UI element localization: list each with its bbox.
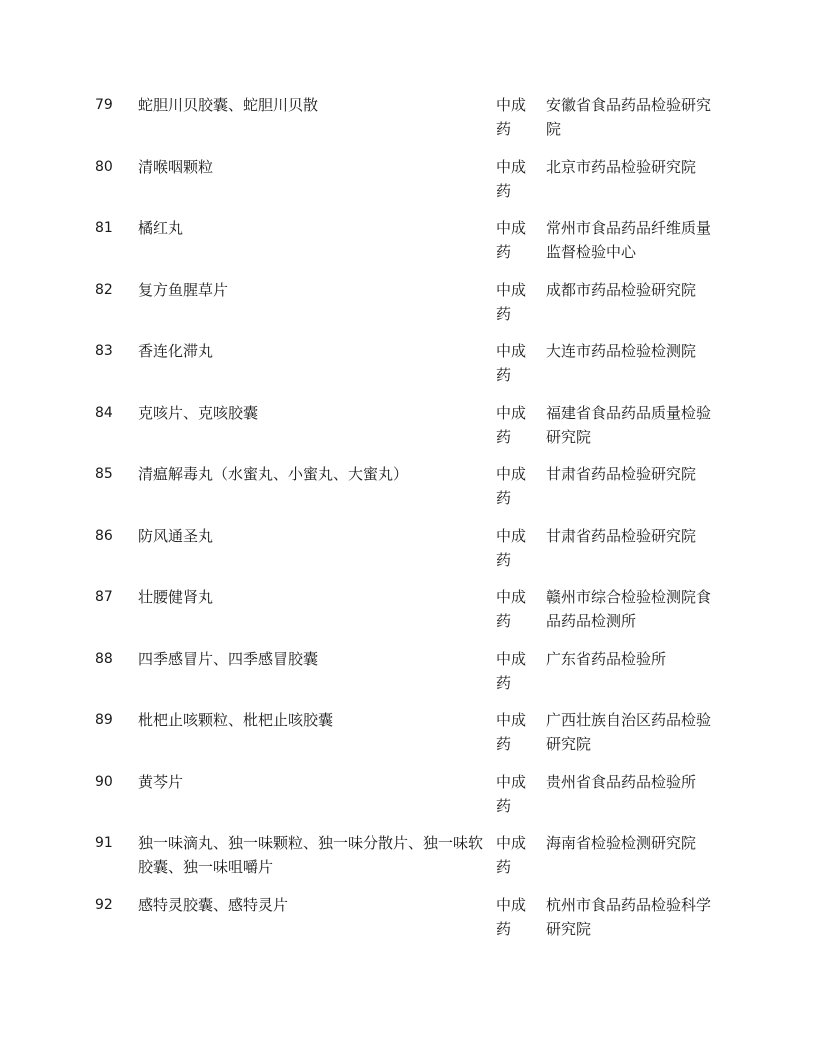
inspection-institute: 北京市药品检验研究院 [546,157,697,176]
drug-type: 中成药 [496,280,527,323]
row-number: 86 [95,527,113,544]
inspection-institute: 甘肃省药品检验研究院 [546,465,697,483]
table-row [0,831,816,893]
row-number: 90 [95,773,113,790]
table-row [0,216,816,278]
table-row [0,339,816,401]
drug-type: 中成药 [496,157,527,200]
row-number: 89 [95,712,113,728]
row-number: 88 [95,650,113,667]
table-row [0,278,816,340]
row-number: 91 [95,835,113,851]
inspection-institute: 海南省检验检测研究院 [546,834,697,852]
drug-name: 枇杷止咳颗粒、枇杷止咳胶囊 [138,711,334,729]
drug-type: 中成药 [496,96,527,138]
drug-name: 清喉咽颗粒 [138,157,214,176]
row-number: 80 [95,158,113,175]
inspection-institute: 安徽省食品药品检验研究院 [546,96,712,138]
inspection-institute: 甘肃省药品检验研究院 [546,526,697,545]
drug-type: 中成药 [496,834,527,876]
inspection-institute: 赣州市综合检验检测院食品药品检测所 [546,588,712,630]
drug-type: 中成药 [496,465,527,507]
drug-name: 克咳片、克咳胶囊 [138,403,259,422]
row-number: 84 [95,404,113,421]
table-row [0,524,816,586]
table-row [0,155,816,217]
table-row [0,708,816,770]
inspection-institute: 杭州市食品药品检验科学研究院 [546,895,712,938]
drug-name: 壮腰健肾丸 [138,588,214,606]
drug-type: 中成药 [496,342,527,384]
row-number: 85 [95,466,113,482]
table-row [0,893,816,955]
row-number: 83 [95,343,113,359]
drug-name: 橘红丸 [138,219,184,237]
row-number: 87 [95,589,113,605]
drug-name: 蛇胆川贝胶囊、蛇胆川贝散 [138,96,319,114]
inspection-institute: 福建省食品药品质量检验研究院 [546,403,712,446]
table-row [0,647,816,709]
drug-name: 清瘟解毒丸（水蜜丸、小蜜丸、大蜜丸） [138,465,409,483]
inspection-institute: 广西壮族自治区药品检验研究院 [546,711,712,753]
inspection-institute: 广东省药品检验所 [546,649,667,668]
drug-type: 中成药 [496,588,527,630]
row-number: 79 [95,97,113,113]
inspection-institute: 大连市药品检验检测院 [546,342,697,360]
drug-name: 香连化滞丸 [138,342,214,360]
drug-inspection-table [0,93,816,954]
row-number: 82 [95,281,113,298]
drug-name: 独一味滴丸、独一味颗粒、独一味分散片、独一味软胶囊、独一味咀嚼片 [138,834,484,876]
drug-name: 四季感冒片、四季感冒胶囊 [138,649,319,668]
drug-type: 中成药 [496,219,527,261]
table-row [0,401,816,463]
table-row [0,93,816,155]
drug-name: 防风通圣丸 [138,526,214,545]
drug-type: 中成药 [496,403,527,446]
drug-type: 中成药 [496,649,527,692]
drug-name: 黄芩片 [138,772,184,791]
inspection-institute: 成都市药品检验研究院 [546,280,697,299]
drug-type: 中成药 [496,711,527,753]
drug-name: 复方鱼腥草片 [138,280,229,299]
inspection-institute: 贵州省食品药品检验所 [546,772,697,791]
row-number: 81 [95,220,113,236]
drug-type: 中成药 [496,526,527,569]
row-number: 92 [95,896,113,913]
table-row [0,770,816,832]
table-row [0,585,816,647]
drug-type: 中成药 [496,895,527,938]
inspection-institute: 常州市食品药品纤维质量监督检验中心 [546,219,712,261]
table-row [0,462,816,524]
drug-type: 中成药 [496,772,527,815]
drug-name: 感特灵胶囊、感特灵片 [138,895,289,914]
